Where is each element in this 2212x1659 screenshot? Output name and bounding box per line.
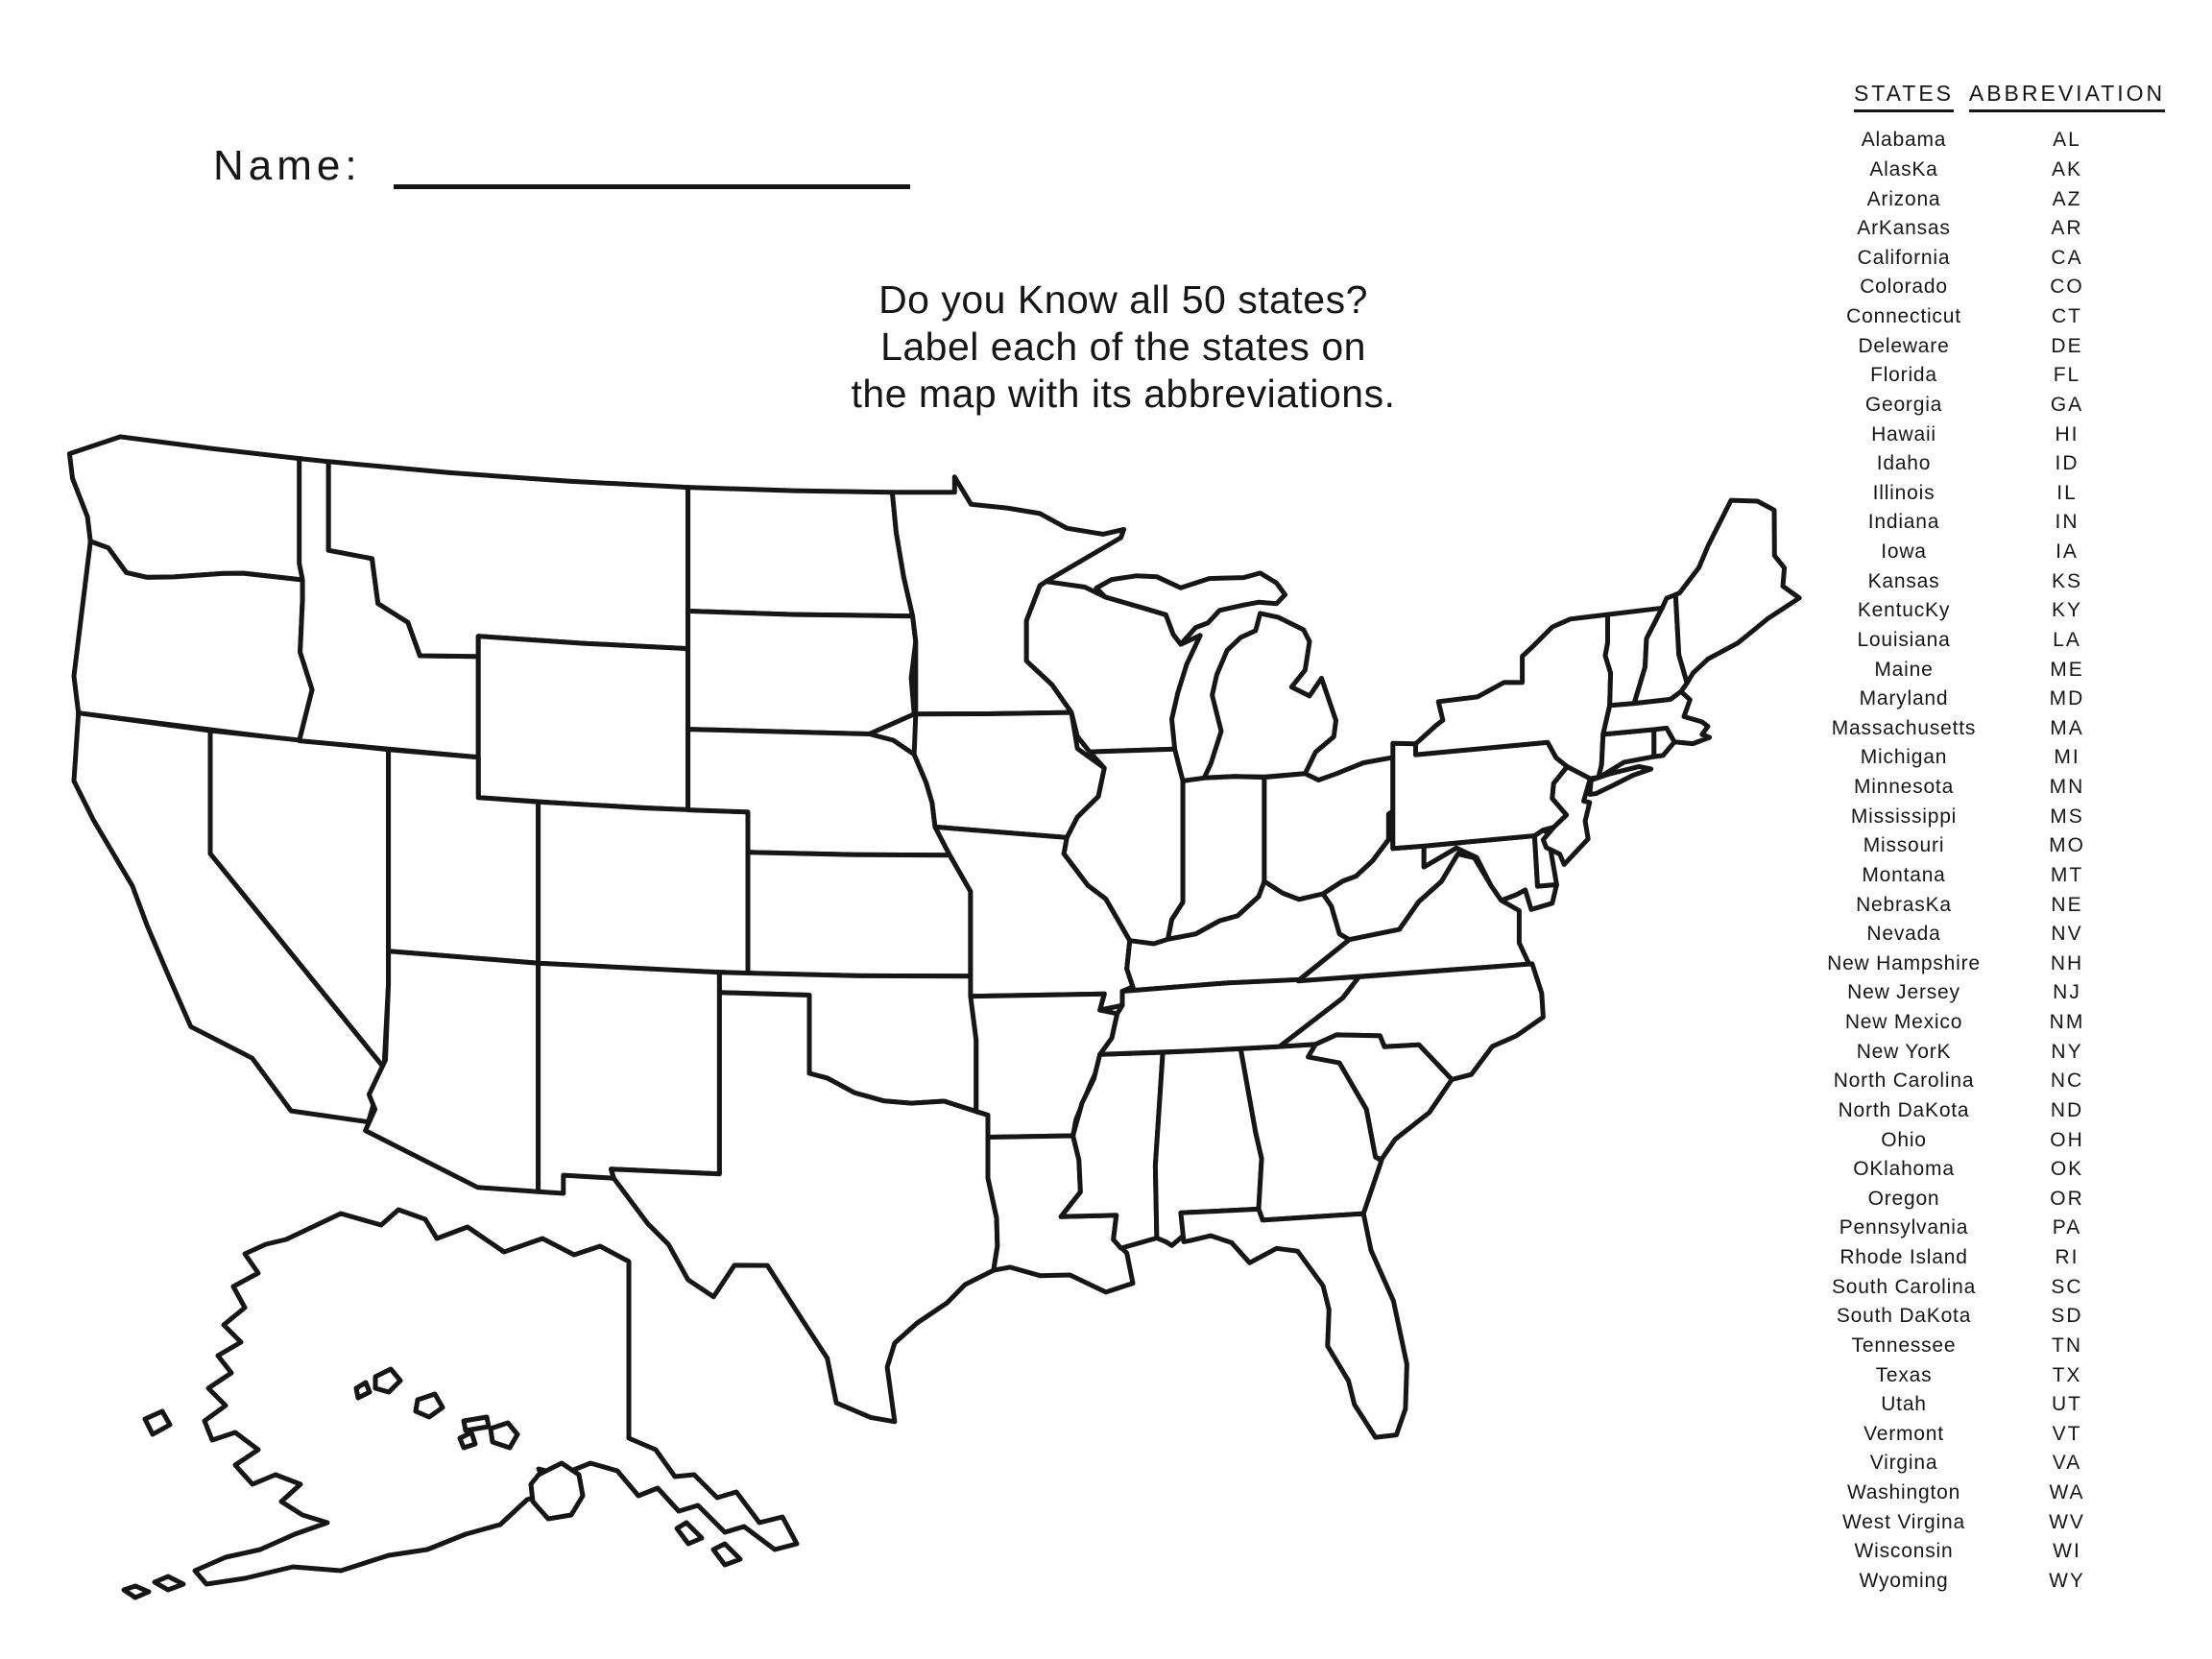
- state-abbr-label: CA: [2051, 246, 2083, 269]
- state-abbr-label: PA: [2052, 1216, 2082, 1239]
- state-abbr-label: OH: [2050, 1128, 2084, 1151]
- state-name-label: Deleware: [1858, 334, 1950, 357]
- state-name-label: Utah: [1881, 1393, 1927, 1416]
- state-list-row: [1803, 449, 2120, 479]
- state-abbr-label: ME: [2050, 658, 2084, 681]
- state-maine[interactable]: [1675, 500, 1799, 683]
- state-list-row: [1803, 1214, 2120, 1243]
- state-rows: [1803, 126, 2120, 1596]
- state-list-row: [1803, 184, 2120, 214]
- state-wyoming[interactable]: [478, 637, 687, 810]
- state-name-label: Rhode Island: [1839, 1246, 1968, 1269]
- state-abbr-label: AL: [2053, 129, 2081, 152]
- state-name-label: Alabama: [1861, 129, 1947, 152]
- state-name-label: Wyoming: [1859, 1569, 1949, 1592]
- state-name-label: Virgina: [1869, 1452, 1938, 1475]
- state-abbr-label: KY: [2051, 599, 2082, 622]
- state-list-row: [1803, 331, 2120, 361]
- state-kansas[interactable]: [748, 853, 971, 976]
- state-abbr-label: NH: [2050, 951, 2084, 974]
- state-name-label: Colorado: [1860, 276, 1948, 299]
- state-abbr-label: MS: [2050, 805, 2084, 828]
- state-abbr-label: ND: [2050, 1098, 2084, 1121]
- state-name-label: KentucKy: [1857, 599, 1951, 622]
- state-abbr-label: TN: [2052, 1334, 2082, 1357]
- state-florida[interactable]: [1181, 1209, 1407, 1437]
- state-abbr-label: MI: [2054, 746, 2080, 769]
- state-list-row: [1803, 714, 2120, 744]
- state-name-label: Connecticut: [1846, 305, 1961, 328]
- state-name-label: New Jersey: [1847, 981, 1960, 1004]
- state-list-row: [1803, 566, 2120, 596]
- state-list-row: [1803, 1125, 2120, 1155]
- state-name-label: Mississippi: [1850, 805, 1958, 828]
- state-list-row: [1803, 802, 2120, 831]
- state-list-row: [1803, 1507, 2120, 1537]
- state-abbr-label: SD: [2051, 1305, 2083, 1328]
- state-list-row: [1803, 978, 2120, 1008]
- state-list-row: [1803, 1272, 2120, 1302]
- state-abbr-label: MA: [2050, 716, 2084, 739]
- state-name-label: Louisiana: [1857, 628, 1951, 651]
- state-name-label: Hawaii: [1871, 422, 1936, 445]
- state-abbr-label: WA: [2049, 1481, 2085, 1504]
- state-list-row: [1803, 1360, 2120, 1390]
- state-abbr-label: UT: [2052, 1393, 2082, 1416]
- state-name-label: South DaKota: [1836, 1305, 1972, 1328]
- state-list-row: [1803, 1332, 2120, 1361]
- state-list-row: [1803, 626, 2120, 656]
- state-name-label: OKlahoma: [1853, 1158, 1955, 1181]
- state-abbr-label: MD: [2049, 687, 2085, 710]
- state-name-label: Michigan: [1860, 746, 1948, 769]
- state-name-label: North Carolina: [1833, 1070, 1975, 1093]
- state-name-label: North DaKota: [1838, 1098, 1970, 1121]
- state-name-label: Maine: [1874, 658, 1934, 681]
- state-name-label: Washington: [1846, 1481, 1961, 1504]
- state-list-row: [1803, 126, 2120, 156]
- state-abbr-label: TX: [2052, 1363, 2082, 1386]
- state-name-label: Pennsylvania: [1839, 1216, 1969, 1239]
- state-north-dakota[interactable]: [688, 488, 913, 616]
- state-abbr-label: NE: [2051, 893, 2083, 916]
- state-name-label: West Virgina: [1842, 1510, 1965, 1533]
- state-list-row: [1803, 538, 2120, 567]
- state-abbr-label: WV: [2049, 1510, 2085, 1533]
- list-header-row: [1803, 81, 2166, 112]
- state-name-label: Nevada: [1866, 923, 1941, 946]
- state-name-label: Massachusetts: [1831, 716, 1977, 739]
- state-abbr-label: ID: [2055, 452, 2080, 475]
- states-column-header: STATES: [1854, 81, 1954, 112]
- state-name-label: Missouri: [1863, 834, 1945, 857]
- state-abbr-label: AR: [2051, 217, 2083, 240]
- name-label: Name:: [213, 142, 362, 189]
- state-abbr-label: CT: [2052, 305, 2082, 328]
- state-abbr-label: IN: [2055, 511, 2080, 534]
- state-list-row: [1803, 1008, 2120, 1038]
- state-list-row: [1803, 950, 2120, 979]
- state-abbr-label: FL: [2053, 364, 2081, 387]
- map-area: [53, 401, 1810, 1606]
- state-colorado[interactable]: [539, 802, 748, 974]
- state-list-row: [1803, 479, 2120, 509]
- state-list-row: [1803, 1302, 2120, 1332]
- instructions-line-2: Label each of the states on: [880, 325, 1366, 369]
- state-abbr-label: WY: [2049, 1569, 2085, 1592]
- state-name-label: New Hampshire: [1827, 951, 1981, 974]
- state-name-label: Wisconsin: [1854, 1540, 1954, 1563]
- abbreviation-column-header: ABBREVIATION: [1969, 81, 2165, 112]
- state-abbr-label: SC: [2051, 1275, 2083, 1298]
- state-name-label: New YorK: [1856, 1040, 1952, 1063]
- state-name-label: Indiana: [1867, 511, 1940, 534]
- state-name-label: Illinois: [1872, 481, 1936, 504]
- state-name-label: Arizona: [1866, 187, 1941, 210]
- state-new-mexico[interactable]: [539, 963, 720, 1193]
- state-list-row: [1803, 391, 2120, 421]
- state-list-row: [1803, 302, 2120, 332]
- state-name-label: NebrasKa: [1856, 893, 1952, 916]
- state-abbr-label: NV: [2051, 923, 2083, 946]
- state-list-row: [1803, 743, 2120, 773]
- state-name-label: AlasKa: [1869, 157, 1938, 180]
- state-abbr-label: CO: [2050, 276, 2084, 299]
- state-list-row: [1803, 1537, 2120, 1567]
- state-name-label: Oregon: [1867, 1187, 1940, 1210]
- state-abbr-label: LA: [2053, 628, 2081, 651]
- instructions-line-1: Do you Know all 50 states?: [878, 277, 1368, 322]
- state-list-row: [1803, 508, 2120, 538]
- state-list-row: [1803, 1037, 2120, 1067]
- state-name-label: Vermont: [1863, 1422, 1944, 1445]
- state-abbr-label: IA: [2056, 541, 2079, 564]
- state-name-label: South Carolina: [1831, 1275, 1977, 1298]
- state-abbr-label: KS: [2051, 569, 2082, 592]
- states-abbreviation-list: [1803, 81, 2166, 1596]
- state-name-label: Tennessee: [1851, 1334, 1957, 1357]
- state-name-label: Idaho: [1876, 452, 1932, 475]
- state-abbr-label: VT: [2052, 1422, 2082, 1445]
- state-list-row: [1803, 214, 2120, 244]
- state-list-row: [1803, 1155, 2120, 1185]
- state-list-row: [1803, 1420, 2120, 1450]
- state-abbr-label: NJ: [2053, 981, 2081, 1004]
- state-abbr-label: WI: [2053, 1540, 2081, 1563]
- name-field: [213, 142, 362, 190]
- state-name-label: Maryland: [1859, 687, 1949, 710]
- state-name-label: Montana: [1862, 863, 1946, 886]
- state-list-row: [1803, 244, 2120, 274]
- state-abbr-label: MT: [2050, 863, 2084, 886]
- state-list-row: [1803, 273, 2120, 302]
- state-abbr-label: MN: [2049, 776, 2085, 799]
- state-abbr-label: MO: [2049, 834, 2085, 857]
- state-list-row: [1803, 1243, 2120, 1273]
- state-list-row: [1803, 156, 2120, 185]
- state-abbr-label: AZ: [2052, 187, 2082, 210]
- state-abbr-label: NC: [2050, 1070, 2084, 1093]
- state-abbr-label: HI: [2055, 422, 2080, 445]
- state-name-label: Ohio: [1881, 1128, 1927, 1151]
- state-arizona[interactable]: [366, 951, 539, 1192]
- state-list-row: [1803, 1479, 2120, 1508]
- state-abbr-label: AK: [2051, 157, 2082, 180]
- state-list-row: [1803, 1449, 2120, 1479]
- state-list-row: [1803, 596, 2120, 626]
- state-name-label: Georgia: [1864, 393, 1943, 416]
- state-list-row: [1803, 890, 2120, 920]
- state-abbr-label: OK: [2050, 1158, 2084, 1181]
- state-name-label: Minnesota: [1853, 776, 1955, 799]
- state-list-row: [1803, 1067, 2120, 1096]
- state-name-label: California: [1857, 246, 1951, 269]
- state-michigan[interactable]: [1204, 613, 1335, 778]
- state-list-row: [1803, 861, 2120, 891]
- state-abbr-label: NM: [2049, 1011, 2085, 1034]
- state-name-label: Texas: [1875, 1363, 1933, 1386]
- state-name-label: Iowa: [1881, 541, 1927, 564]
- state-name-label: Kansas: [1867, 569, 1940, 592]
- state-abbr-label: GA: [2050, 393, 2084, 416]
- state-abbr-label: VA: [2052, 1452, 2082, 1475]
- state-list-row: [1803, 1567, 2120, 1597]
- state-list-row: [1803, 773, 2120, 803]
- state-list-row: [1803, 920, 2120, 950]
- state-name-label: New Mexico: [1844, 1011, 1963, 1034]
- state-list-row: [1803, 420, 2120, 449]
- state-list-row: [1803, 831, 2120, 861]
- state-pennsylvania[interactable]: [1393, 742, 1568, 849]
- state-abbr-label: IL: [2056, 481, 2078, 504]
- state-name-label: ArKansas: [1857, 217, 1951, 240]
- state-south-dakota[interactable]: [688, 612, 916, 734]
- state-list-row: [1803, 1185, 2120, 1214]
- state-abbr-label: RI: [2055, 1246, 2080, 1269]
- state-abbr-label: OR: [2050, 1187, 2084, 1210]
- worksheet-instructions: [730, 276, 1517, 418]
- state-list-row: [1803, 655, 2120, 685]
- abbreviation-column-header-cell: [1968, 81, 2166, 112]
- state-list-row: [1803, 1096, 2120, 1126]
- state-abbr-label: DE: [2051, 334, 2083, 357]
- instructions-line-3: the map with its abbreviations.: [851, 372, 1396, 416]
- state-list-row: [1803, 1390, 2120, 1420]
- name-blank-line[interactable]: [394, 184, 910, 189]
- us-map: [53, 401, 1810, 1606]
- state-list-row: [1803, 685, 2120, 714]
- state-name-label: Florida: [1870, 364, 1937, 387]
- state-abbr-label: NY: [2051, 1040, 2083, 1063]
- state-list-row: [1803, 361, 2120, 391]
